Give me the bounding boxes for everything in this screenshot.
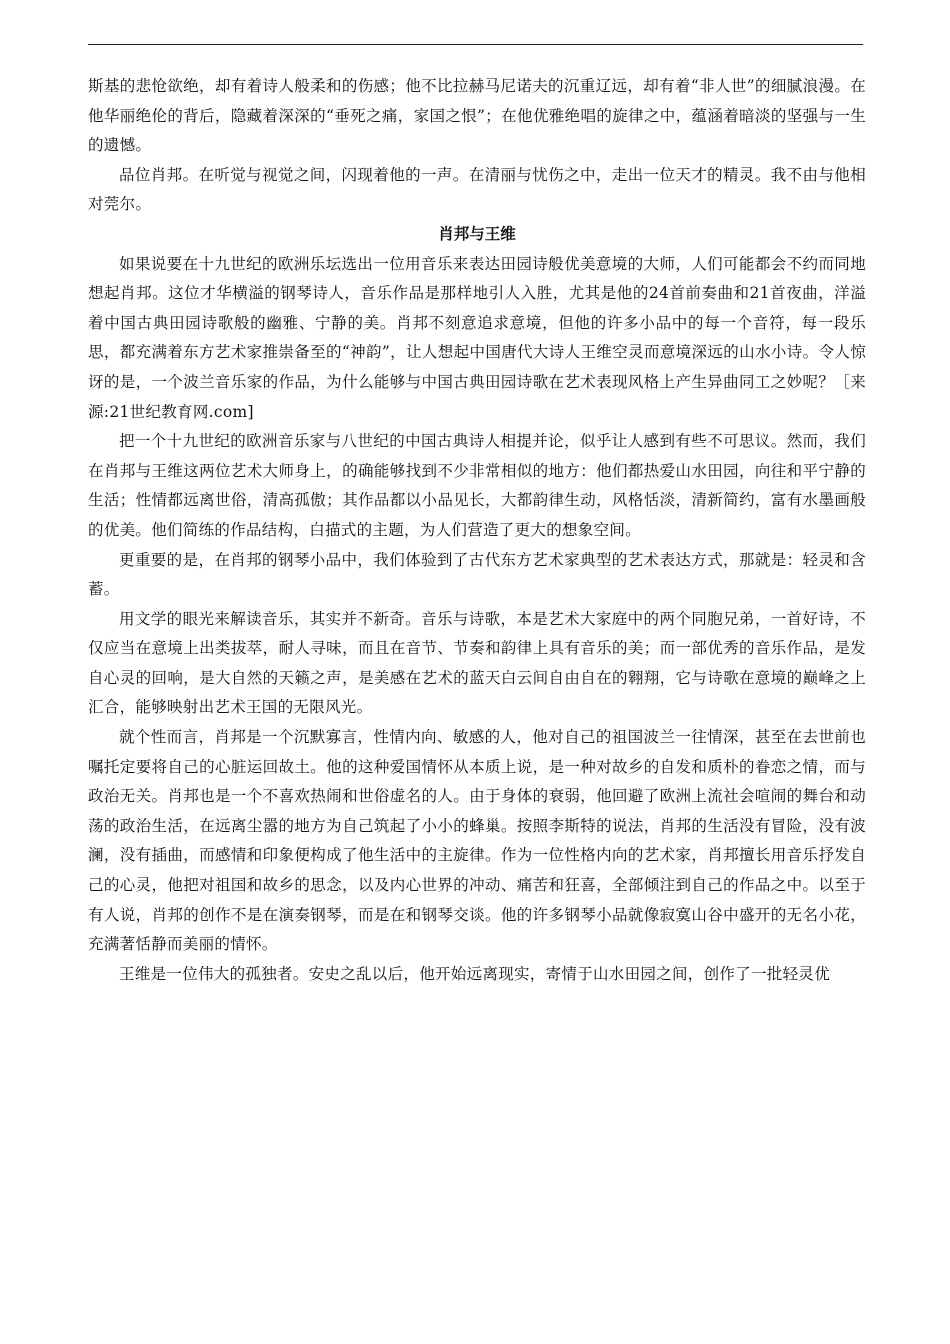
- header-rule: [88, 44, 863, 45]
- paragraph-chopin-appreciation: 品位肖邦。在听觉与视觉之间，闪现着他的一声。在清丽与忧伤之中，走出一位天才的精灵。我不由与他相对莞尔。: [88, 165, 866, 214]
- paragraph-continuation: 斯基的悲怆欲绝，却有着诗人般柔和的伤感；他不比拉赫马尼诺夫的沉重辽远，却有着“非人世”的细腻浪漫。在他华丽绝伦的背后，隐藏着深深的“垂死之痛，家国之恨”；在他优雅绝唱的旋律之中，蕴涵着暗淡的坚强与一生的遗憾。: [88, 77, 866, 155]
- paragraph-eastern-expression: 更重要的是，在肖邦的钢琴小品中，我们体验到了古代东方艺术家典型的艺术表达方式，那就是：轻灵和含蓄。: [88, 550, 866, 599]
- paragraph-music-and-poetry: 用文学的眼光来解读音乐，其实并不新奇。音乐与诗歌，本是艺术大家庭中的两个同胞兄弟，一首好诗，不仅应当在意境上出类拔萃，耐人寻味，而且在音节、节奏和韵律上具有音乐的美；而一部优秀的音乐作品，是发自心灵的回响，是大自然的天籁之声，是美感在艺术的蓝天白云间自由自在的翱翔，它与诗歌在意境的巅峰之上汇合，能够映射出艺术王国的无限风光。: [88, 609, 866, 717]
- section-title: 肖邦与王维: [438, 224, 516, 243]
- document-body: [88, 72, 866, 989]
- paragraph-comparison: 把一个十九世纪的欧洲音乐家与八世纪的中国古典诗人相提并论，似乎让人感到有些不可思议。然而，我们在肖邦与王维这两位艺术大师身上，的确能够找到不少非常相似的地方：他们都热爱山水田园，向往和平宁静的生活；性情都远离世俗，清高孤傲；其作品都以小品见长，大都韵律生动，风格恬淡，清新简约，富有水墨画般的优美。他们简练的作品结构，白描式的主题，为人们营造了更大的想象空间。: [88, 432, 866, 539]
- paragraph-chopin-pastoral: 如果说要在十九世纪的欧洲乐坛选出一位用音乐来表达田园诗般优美意境的大师，人们可能都会不约而同地想起肖邦。这位才华横溢的钢琴诗人，音乐作品是那样地引人入胜，尤其是他的24首前奏曲和21首夜曲，洋溢着中国古典田园诗歌般的幽雅、宁静的美。肖邦不刻意追求意境，但他的许多小品中的每一个音符，每一段乐思，都充满着东方艺术家推崇备至的“神韵”，让人想起中国唐代大诗人王维空灵而意境深远的山水小诗。令人惊讶的是，一个波兰音乐家的作品，为什么能够与中国古典田园诗歌在艺术表现风格上产生异曲同工之妙呢？［来源:21世纪教育网.com]: [88, 254, 866, 421]
- paragraph-chopin-personality: 就个性而言，肖邦是一个沉默寡言，性情内向、敏感的人，他对自己的祖国波兰一往情深，甚至在去世前也嘱托定要将自己的心脏运回故土。他的这种爱国情怀从本质上说，是一种对故乡的自发和质朴的眷恋之情，而与政治无关。肖邦也是一个不喜欢热闹和世俗虚名的人。由于身体的衰弱，他回避了欧洲上流社会喧闹的舞台和动荡的政治生活，在远离尘嚣的地方为自己筑起了小小的蜂巢。按照李斯特的说法，肖邦的生活没有冒险，没有波澜，没有插曲，而感情和印象便构成了他生活中的主旋律。作为一位性格内向的艺术家，肖邦擅长用音乐抒发自己的心灵，他把对祖国和故乡的思念，以及内心世界的冲动、痛苦和狂喜，全部倾注到自己的作品之中。以至于有人说，肖邦的创作不是在演奏钢琴，而是在和钢琴交谈。他的许多钢琴小品就像寂寞山谷中盛开的无名小花，充满著恬静而美丽的情怀。: [88, 728, 866, 954]
- paragraph-wang-wei: 王维是一位伟大的孤独者。安史之乱以后，他开始远离现实，寄情于山水田园之间，创作了一批轻灵优: [119, 964, 831, 983]
